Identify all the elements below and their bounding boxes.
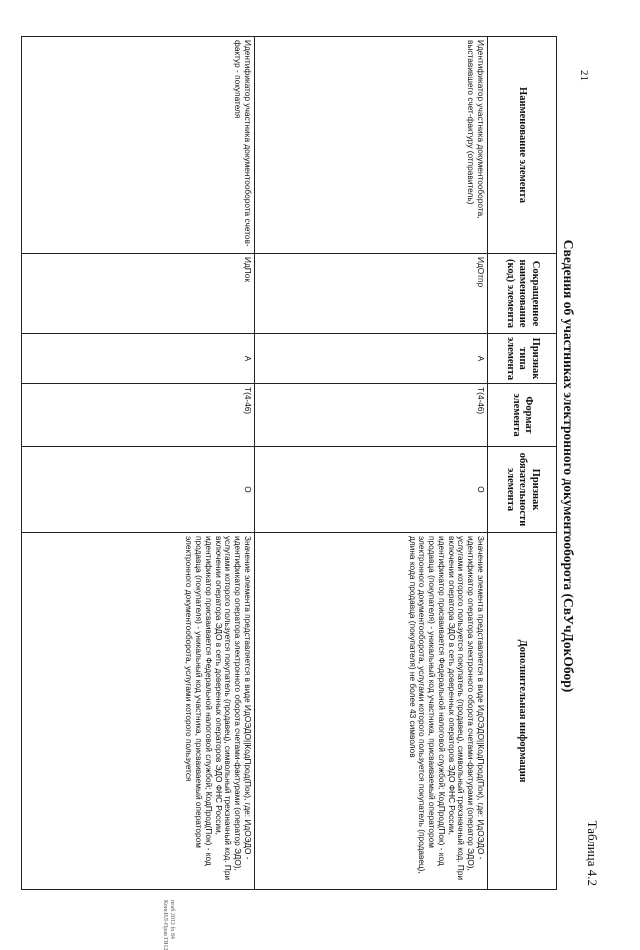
cell-code: ИдОтпр — [255, 254, 488, 334]
page-number: 21 — [578, 70, 590, 81]
table-row — [22, 37, 255, 890]
cell-info: Значение элемента представляется в виде ИдОЭДО||КодПрод(Пок), где: ИдОЭДО - идентификатор оператора электронного оборота счетами-фактурами (оператор ЭДО), услугами которого пользуется покупатель (продавец), символьный трехзначный код. При включении оператора ЭДО в сеть доверенных операторов ЭДО ФНС России, идентификатор присваивается Федеральной налоговой службой; КодПрод(Пок) - код продавца (покупателя) - уникальный код участника, присваиваемый оператором электронного документооборота, услугами которого пользуется — [22, 533, 255, 890]
cell-name: Идентификатор участника документооборота счетов-фактур - покупателя — [22, 37, 255, 254]
footer-stamp-line: нгаб 2012 fo 84 — [169, 900, 175, 939]
table-header-row — [488, 37, 557, 890]
col-header-code: Сокращенное наименование (код) элемента — [488, 254, 557, 334]
cell-name: Идентификатор участника документооборота, выставившего счет-фактуру (отправитель) — [255, 37, 488, 254]
footer-stamp-line: КонсИЛ-Прав ГЯ12 — [161, 900, 168, 950]
cell-required: О — [255, 447, 488, 533]
cell-info: Значение элемента представляется в виде ИдОЭДО||КодПрод(Пок), где: ИдОЭДО - идентификатор оператора электронного оборота счетами-фактурами (оператор ЭДО), услугами которого пользуется покупатель (продавец), символьный трехзначный код. При включении оператора ЭДО в сеть доверенных операторов ЭДО ФНС России, идентификатор присваивается Федеральной налоговой службой; КодПрод(Пок) - код продавца (покупателя) - уникальный код участника, присваиваемый оператором электронного документооборота, услугами которого пользуется покупатель (продавец), длина кода продавца (покупателя) не более 43 символов — [255, 533, 488, 890]
col-header-type: Признак типа элемента — [488, 334, 557, 384]
cell-required: О — [22, 447, 255, 533]
table-label: Таблица 4.2 — [585, 820, 600, 886]
cell-type: А — [255, 334, 488, 384]
cell-format: Т(4-46) — [22, 384, 255, 447]
col-header-info: Дополнительная информация — [488, 533, 557, 890]
elements-table — [21, 36, 557, 890]
cell-format: Т(4-46) — [255, 384, 488, 447]
cell-type: А — [22, 334, 255, 384]
footer-stamp — [161, 900, 175, 950]
table-title: Сведения об участниках электронного документооборота (СвУчДокОбор) — [561, 239, 576, 693]
col-header-format: Формат элемента — [488, 384, 557, 447]
cell-code: ИдПок — [22, 254, 255, 334]
col-header-required: Признак обязательности элемента — [488, 447, 557, 533]
rotated-page-content — [112, 36, 602, 896]
table-row — [255, 37, 488, 890]
col-header-name: Наименование элемента — [488, 37, 557, 254]
